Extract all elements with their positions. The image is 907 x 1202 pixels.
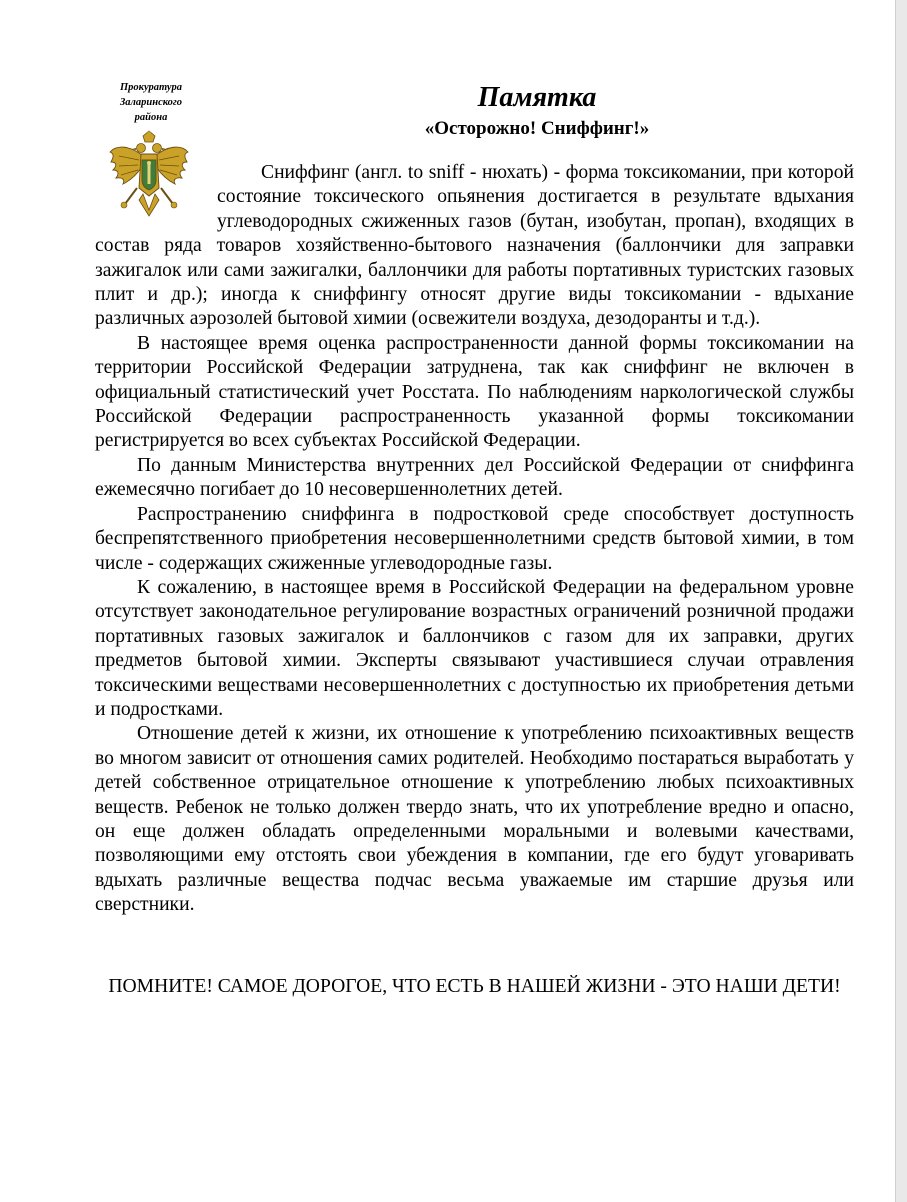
paragraph: К сожалению, в настоящее время в Российской Федерации на федеральном уровне отсутствует законодательное регулирование возрастных ограничений розничной продажи портативных газовых зажигалок и баллончиков с газом для их заправки, других предметов бытовой химии. Эксперты связывают участившиеся случаи отравления токсическими веществами несовершеннолетних с доступностью их приобретения детьми и подростками. (95, 576, 854, 720)
paragraph: Распространению сниффинга в подростковой среде способствует доступность беспрепятственного приобретения несовершеннолетними средств бытовой химии, в том числе - содержащих сжиженные углеводородные газы. (95, 503, 854, 574)
document-body (95, 161, 854, 918)
document-title: Памятка (477, 82, 597, 113)
paragraph: В настоящее время оценка распространенности данной формы токсикомании на территории Российской Федерации затруднена, так как сниффинг не включен в официальный статистический учет Росстата. По наблюдениям наркологической службы Российской Федерации распространенность указанной формы токсикомании регистрируется во всех субъектах Российской Федерации. (95, 332, 854, 452)
paragraph: По данным Министерства внутренних дел Российской Федерации от сниффинга ежемесячно погибает до 10 несовершеннолетних детей. (95, 454, 854, 501)
page-edge (895, 0, 907, 1202)
paragraph: Сниффинг (англ. to sniff - нюхать) - форма токсикомании, при которой состояние токсического опьянения достигается в результате вдыхания углеводородных сжиженных газов (бутан, изобутан, пропан), входящих в состав ряда товаров хозяйственно-бытового назначения (баллончики для заправки зажигалок или сами зажигалки, баллончики для работы портативных туристских газовых плит и др.); иногда к сниффингу относят другие виды токсикомании - вдыхание различных аэрозолей бытовой химии (освежители воздуха, дезодоранты и т.д.). (95, 162, 854, 330)
paragraph: Отношение детей к жизни, их отношение к употреблению психоактивных веществ во многом зависит от отношения самих родителей. Необходимо постараться выработать у детей собственное отрицательное отношение к употреблению любых психоактивных веществ. Ребенок не только должен твердо знать, что их употребление вредно и опасно, он еще должен обладать определенными моральными и волевыми качествами, позволяющими ему отстоять свои убеждения в компании, где его будут уговаривать вдыхать различные вещества подчас весьма уважаемые им старшие друзья или сверстники. (95, 723, 854, 916)
document-subtitle: «Осторожно! Сниффинг!» (424, 118, 650, 139)
organization-label: Прокуратура Заларинского района (119, 82, 183, 123)
closing-appeal: ПОМНИТЕ! САМОЕ ДОРОГОЕ, ЧТО ЕСТЬ В НАШЕЙ ЖИЗНИ - ЭТО НАШИ ДЕТИ! (108, 976, 841, 997)
